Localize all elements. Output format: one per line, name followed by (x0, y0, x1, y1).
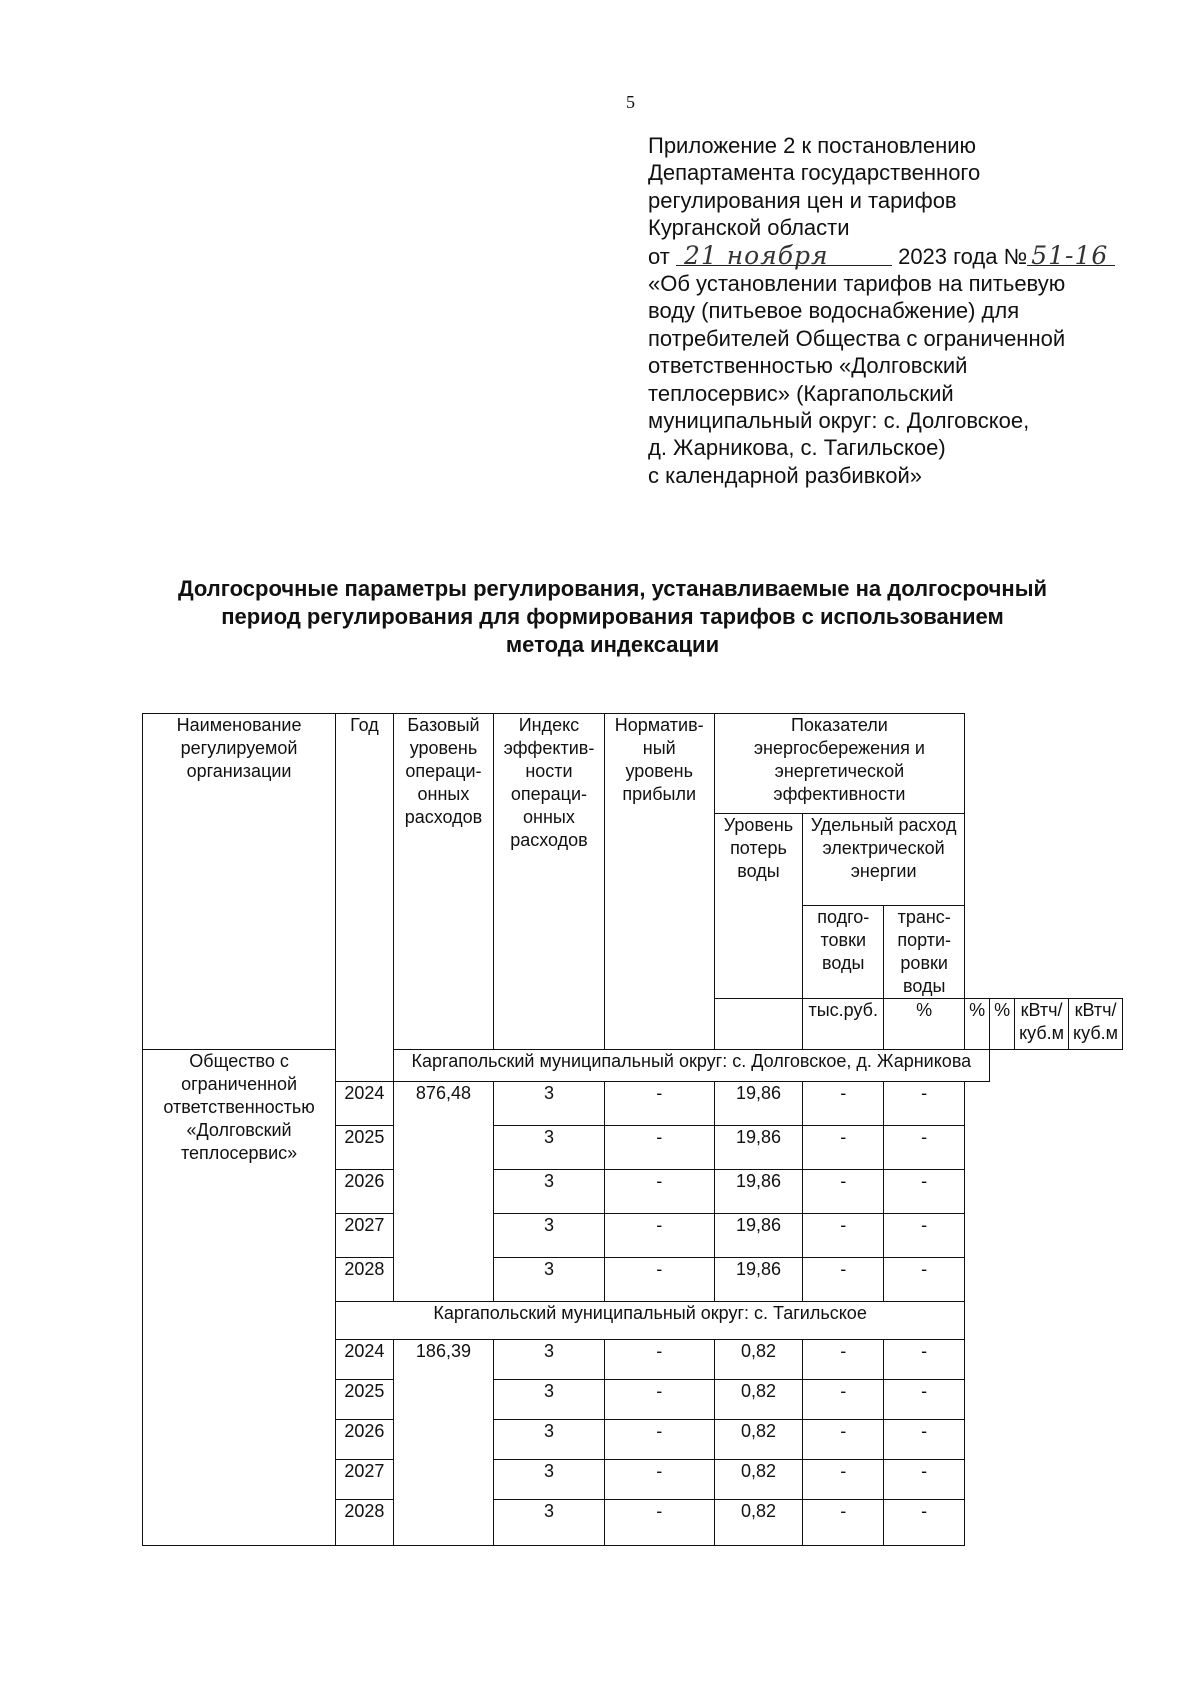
document-title (120, 575, 1105, 659)
appendix-line: Департамента государственного (648, 160, 981, 186)
unit-prep: кВтч/ куб.м (1015, 999, 1069, 1050)
cell-prep: - (803, 1082, 884, 1126)
cell-profit: - (604, 1082, 714, 1126)
header-water-loss: Уровень потерь воды (714, 814, 802, 999)
unit-transport: кВтч/ куб.м (1069, 999, 1123, 1050)
year-text: 2023 года № (898, 243, 1028, 269)
cell-year: 2027 (336, 1214, 394, 1258)
cell-loss: 0,82 (714, 1500, 802, 1546)
subject-line: д. Жарникова, с. Тагильское) (648, 435, 946, 461)
cell-index: 3 (494, 1420, 604, 1460)
subject-line: воду (питьевое водоснабжение) для (648, 298, 1020, 324)
cell-index: 3 (494, 1500, 604, 1546)
cell-loss: 0,82 (714, 1340, 802, 1380)
cell-index: 3 (494, 1340, 604, 1380)
cell-profit: - (604, 1420, 714, 1460)
cell-prep: - (803, 1420, 884, 1460)
cell-profit: - (604, 1460, 714, 1500)
appendix-line: регулирования цен и тарифов (648, 187, 957, 213)
handwritten-number: 51-16 (1027, 242, 1115, 269)
header-preparation: подго- товки воды (803, 906, 884, 999)
units-org-blank (714, 999, 802, 1050)
title-line: Долгосрочные параметры регулирования, устанавливаемые на долгосрочный (177, 576, 1048, 601)
subject-line: теплосервис» (Каргапольский (648, 380, 954, 406)
cell-year: 2028 (336, 1500, 394, 1546)
cell-loss: 19,86 (714, 1214, 802, 1258)
cell-year: 2024 (336, 1340, 394, 1380)
cell-loss: 0,82 (714, 1420, 802, 1460)
cell-transport: - (884, 1500, 965, 1546)
cell-profit: - (604, 1258, 714, 1302)
cell-index: 3 (494, 1170, 604, 1214)
cell-profit: - (604, 1214, 714, 1258)
cell-prep: - (803, 1214, 884, 1258)
cell-prep: - (803, 1500, 884, 1546)
subject-line: муниципальный округ: с. Долговское, (648, 408, 1030, 434)
cell-profit: - (604, 1380, 714, 1420)
header-transport: транс- порти- ровки воды (884, 906, 965, 999)
header-specific-energy: Удельный расход электрической энергии (803, 814, 965, 906)
cell-loss: 19,86 (714, 1258, 802, 1302)
unit-loss: % (990, 999, 1015, 1050)
cell-transport: - (884, 1082, 965, 1126)
cell-base-opex: 186,39 (393, 1340, 494, 1546)
subject-line: ответственностью «Долговский (648, 353, 968, 379)
header-efficiency-index: Индекс эффектив- ности операци- онных расходов (494, 714, 604, 1050)
unit-base: тыс.руб. (803, 999, 884, 1050)
header-profit-level: Норматив- ный уровень прибыли (604, 714, 714, 1050)
page-number: 5 (626, 92, 635, 112)
title-line: метода индексации (505, 632, 720, 657)
unit-profit: % (965, 999, 990, 1050)
cell-year: 2027 (336, 1460, 394, 1500)
cell-transport: - (884, 1126, 965, 1170)
cell-loss: 19,86 (714, 1082, 802, 1126)
unit-index: % (884, 999, 965, 1050)
cell-loss: 0,82 (714, 1380, 802, 1420)
cell-profit: - (604, 1500, 714, 1546)
cell-prep: - (803, 1340, 884, 1380)
cell-index: 3 (494, 1380, 604, 1420)
appendix-line: Приложение 2 к постановлению (648, 133, 977, 158)
appendix-line: Курганской области (648, 215, 850, 241)
cell-transport: - (884, 1460, 965, 1500)
header-energy-indicators: Показатели энергосбережения и энергетической эффективности (714, 714, 964, 814)
section-title: Каргапольский муниципальный округ: с. Долговское, д. Жарникова (393, 1050, 989, 1082)
cell-prep: - (803, 1170, 884, 1214)
cell-year: 2025 (336, 1380, 394, 1420)
cell-transport: - (884, 1420, 965, 1460)
cell-loss: 19,86 (714, 1126, 802, 1170)
cell-transport: - (884, 1340, 965, 1380)
cell-base-opex: 876,48 (393, 1082, 494, 1302)
header-organization: Наименование регулируемой организации (143, 714, 336, 1050)
handwritten-date: 21 ноября (676, 242, 892, 269)
title-line: период регулирования для формирования тарифов с использованием (221, 604, 1004, 629)
cell-transport: - (884, 1258, 965, 1302)
cell-index: 3 (494, 1082, 604, 1126)
date-number-line (648, 242, 1148, 270)
cell-year: 2024 (336, 1082, 394, 1126)
cell-profit: - (604, 1170, 714, 1214)
cell-index: 3 (494, 1258, 604, 1302)
section-title: Каргапольский муниципальный округ: с. Тагильское (336, 1302, 965, 1340)
cell-prep: - (803, 1126, 884, 1170)
cell-transport: - (884, 1170, 965, 1214)
subject-line: «Об установлении тарифов на питьевую (648, 271, 1066, 297)
cell-year: 2025 (336, 1126, 394, 1170)
cell-loss: 0,82 (714, 1460, 802, 1500)
cell-profit: - (604, 1126, 714, 1170)
cell-transport: - (884, 1214, 965, 1258)
subject-line: потребителей Общества с ограниченной (648, 325, 1066, 351)
cell-profit: - (604, 1340, 714, 1380)
appendix-block (648, 132, 1148, 489)
cell-year: 2026 (336, 1420, 394, 1460)
organization-cell: Общество с ограниченной ответственностью «Долговский теплосервис» (143, 1050, 336, 1546)
cell-index: 3 (494, 1214, 604, 1258)
cell-prep: - (803, 1380, 884, 1420)
cell-index: 3 (494, 1460, 604, 1500)
subject-line: с календарной разбивкой» (648, 462, 923, 488)
cell-loss: 19,86 (714, 1170, 802, 1214)
parameters-table (142, 713, 1123, 1546)
cell-year: 2026 (336, 1170, 394, 1214)
header-year: Год (336, 714, 394, 1082)
cell-prep: - (803, 1258, 884, 1302)
from-label: от (648, 243, 670, 269)
header-base-opex: Базовый уровень операци- онных расходов (393, 714, 494, 1050)
cell-prep: - (803, 1460, 884, 1500)
cell-index: 3 (494, 1126, 604, 1170)
cell-transport: - (884, 1380, 965, 1420)
cell-year: 2028 (336, 1258, 394, 1302)
